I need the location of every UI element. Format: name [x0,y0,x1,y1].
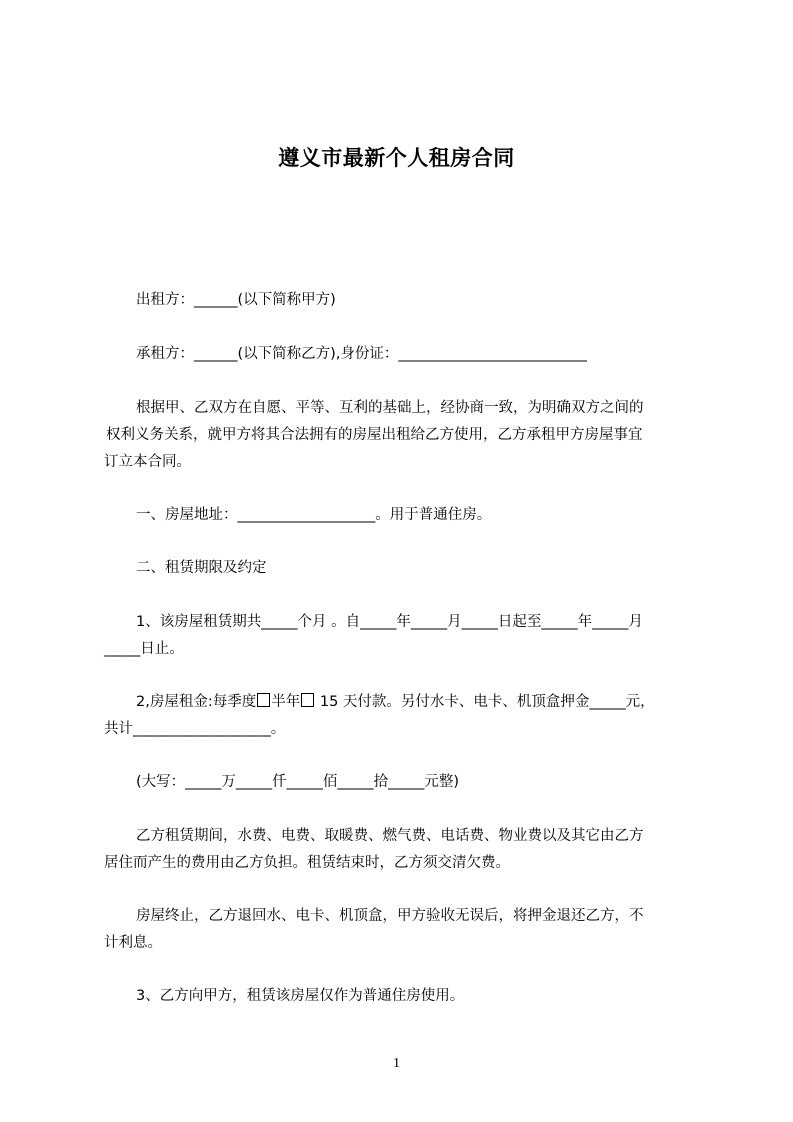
half-year-checkbox[interactable] [301,693,314,707]
rent-line-2: 共计___________________。 [104,721,286,737]
fees-line-2: 居住而产生的费用由乙方负担。租赁结束时，乙方须交清欠费。 [104,855,510,871]
capital-amount-line: (大写：_____万_____仟_____佰_____拾_____元整) [136,774,460,790]
intro-line-3: 订立本合同。 [104,454,191,470]
use-line: 3、乙方向甲方，租赁该房屋仅作为普通住房使用。 [136,988,465,1004]
term-line-2: _____日止。 [104,641,184,657]
fees-line-1: 乙方租赁期间，水费、电费、取暖费、燃气费、电话费、物业费以及其它由乙方 [136,828,644,844]
section-2-heading: 二、租赁期限及约定 [136,560,267,576]
page-number: 1 [393,1056,400,1071]
document-title: 遵义市最新个人租房合同 [278,146,515,170]
rent-line-1 [136,692,655,712]
lessor-line: 出租方：______(以下简称甲方) [136,292,336,308]
termination-line-2: 计利息。 [104,935,162,951]
rent-text-1: 2,房屋租金:每季度 [136,694,257,710]
quarterly-checkbox[interactable] [257,693,270,707]
lessee-line: 承租方：______(以下简称乙方),身份证：__________________________ [136,346,587,362]
section-1-address: 一、房屋地址：___________________。用于普通住房。 [136,507,492,523]
term-line-1: 1、该房屋租赁期共_____个月 。自_____年_____月_____日起至_____年_____月 [136,614,643,630]
termination-line-1: 房屋终止，乙方退回水、电卡、机顶盒，甲方验收无误后，将押金退还乙方，不 [136,908,644,924]
rent-text-2: 半年 [271,694,301,710]
rent-text-3: 15 天付款。另付水卡、电卡、机顶盒押金_____元， [315,694,655,710]
intro-line-2: 权利义务关系，就甲方将其合法拥有的房屋出租给乙方使用，乙方承租甲方房屋事宜 [106,427,643,443]
intro-line-1: 根据甲、乙双方在自愿、平等、互利的基础上，经协商一致，为明确双方之间的 [136,400,644,416]
